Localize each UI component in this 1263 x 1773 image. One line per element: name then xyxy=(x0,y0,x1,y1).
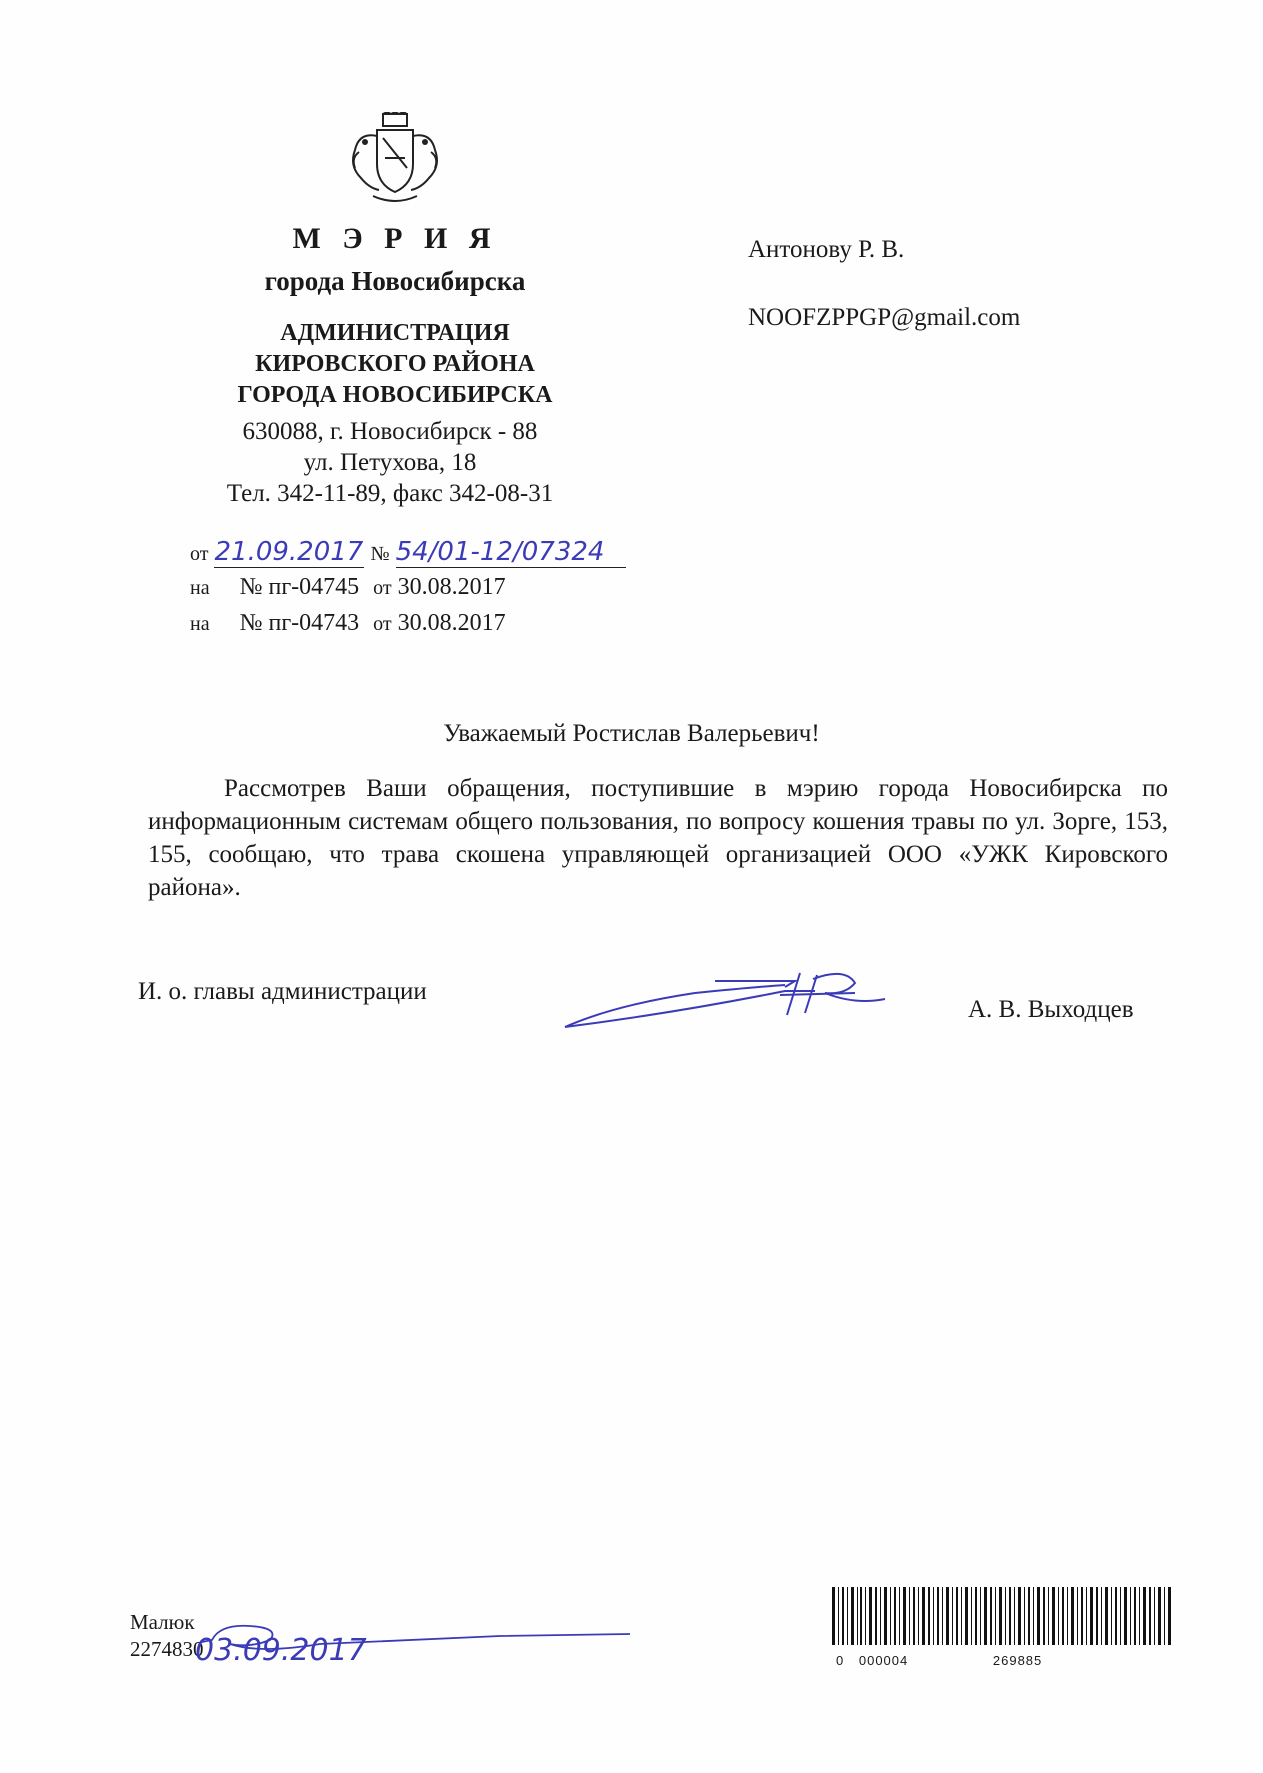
reference-line xyxy=(190,610,506,637)
ref-date-prefix: от xyxy=(373,577,392,599)
admin-line: АДМИНИСТРАЦИЯ xyxy=(280,320,510,346)
barcode-number xyxy=(836,1653,1042,1668)
ref-date: 30.08.2017 xyxy=(397,610,506,636)
handwritten-date: 03.09.2017 xyxy=(195,1633,367,1668)
ref-prefix: на xyxy=(190,577,210,599)
number-prefix: № xyxy=(370,543,390,565)
registration-line xyxy=(190,537,626,568)
greeting: Уважаемый Ростислав Валерьевич! xyxy=(443,720,820,747)
recipient-name: Антонову Р. В. xyxy=(748,236,905,263)
coat-of-arms-icon xyxy=(345,112,445,212)
administration-block xyxy=(200,318,590,411)
admin-line: ГОРОДА НОВОСИБИРСКА xyxy=(237,382,553,408)
address-block xyxy=(180,416,600,509)
reference-line xyxy=(190,574,506,601)
letter-body-text: Рассмотрев Ваши обращения, поступившие в мэрию города Новосибирска по информационным системам общего пользования, по вопросу кошения травы по ул. Зорге, 153, 155, сообщаю, что трава скошена управляющей организацией ООО «УЖК Кировского района». xyxy=(148,775,1168,901)
ref-number: № пг-04743 xyxy=(239,610,360,636)
registration-date: 21.09.2017 xyxy=(214,537,364,567)
signature-icon xyxy=(555,965,915,1035)
barcode-right: 269885 xyxy=(992,1653,1043,1668)
address-line: ул. Петухова, 18 xyxy=(303,449,477,476)
address-line: 630088, г. Новосибирск - 88 xyxy=(242,418,538,445)
mayor-office-title: М Э Р И Я xyxy=(292,222,498,255)
admin-line: КИРОВСКОГО РАЙОНА xyxy=(255,351,535,377)
ref-prefix: на xyxy=(190,613,210,635)
ref-date-prefix: от xyxy=(373,613,392,635)
ref-number: № пг-04745 xyxy=(239,574,360,600)
from-prefix: от xyxy=(190,543,209,565)
signer-position: И. о. главы администрации xyxy=(138,978,427,1005)
signer-name: А. В. Выходцев xyxy=(968,996,1134,1023)
city-title: города Новосибирска xyxy=(264,266,526,296)
ref-date: 30.08.2017 xyxy=(397,574,506,600)
barcode-middle: 000004 xyxy=(858,1653,909,1668)
executor-name: Малюк xyxy=(130,1610,195,1634)
outgoing-number: 54/01-12/07324 xyxy=(396,537,626,568)
executor-phone: 2274830 xyxy=(130,1637,204,1661)
letter-body xyxy=(148,772,1168,904)
barcode-left-digit: 0 xyxy=(836,1653,845,1668)
address-line: Тел. 342-11-89, факс 342-08-31 xyxy=(226,480,554,507)
recipient-email: NOOFZPPGP@gmail.com xyxy=(748,304,1021,331)
